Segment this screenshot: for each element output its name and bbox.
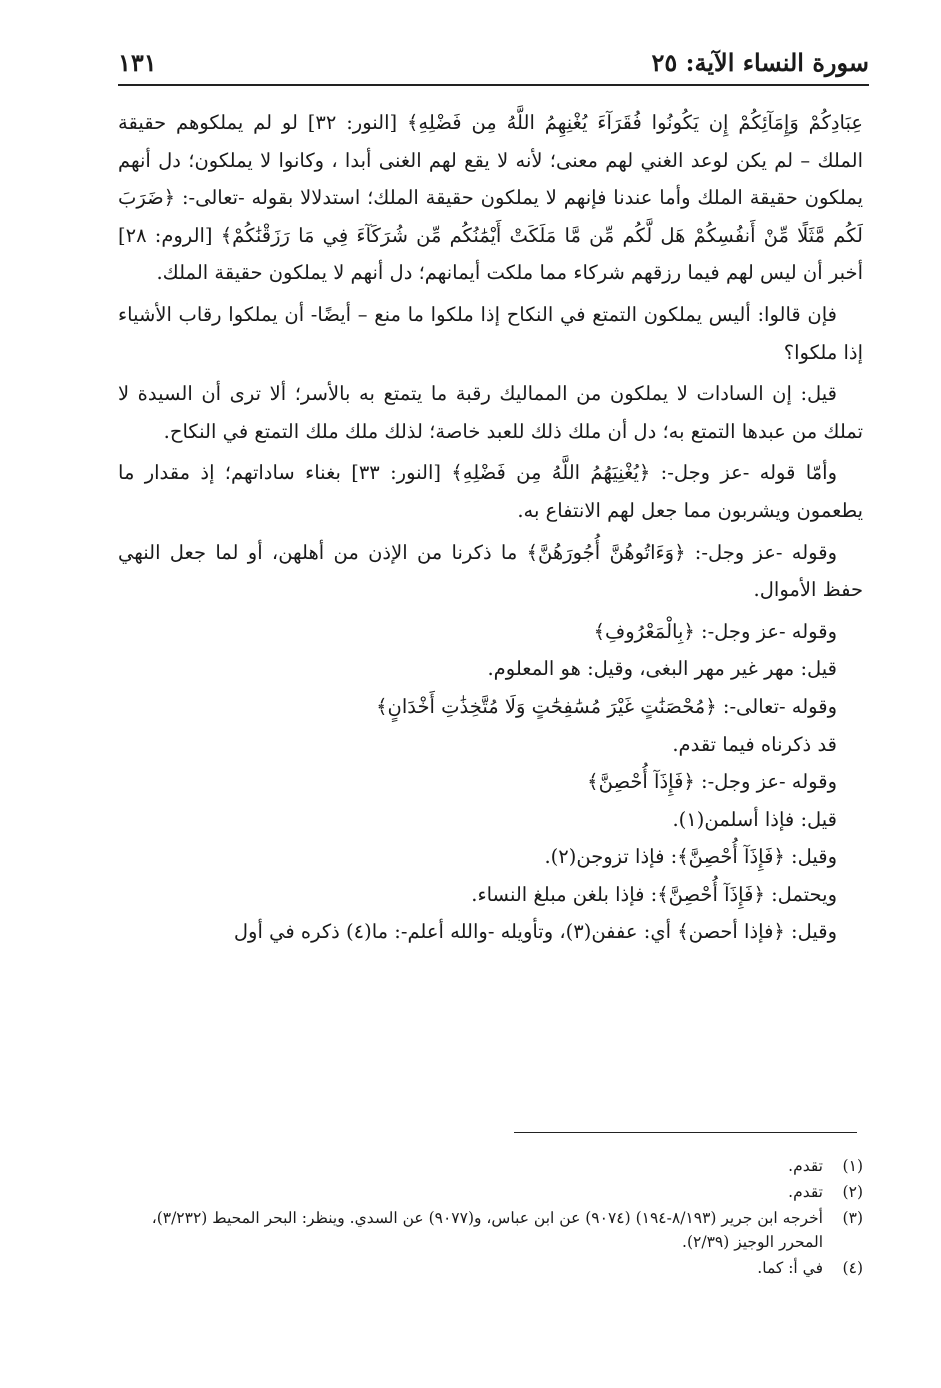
footnote-number: (٣) [842, 1209, 863, 1227]
main-text [118, 104, 863, 951]
paragraph-13: ويحتمل: ﴿فَإِذَآ أُحْصِنَّ﴾: فإذا بلغن مبلغ النساء. [471, 882, 837, 906]
paragraph-7: قيل: مهر غير مهر البغى، وقيل: هو المعلوم. [487, 657, 837, 681]
footnote-text: في أ: كما. [757, 1259, 823, 1277]
paragraph-8: وقوله -تعالى-: ﴿مُحْصَنَٰتٍ غَيْرَ مُسَٰفِحَٰتٍ وَلَا مُتَّخِذَٰتِ أَخْدَانٍ﴾ [376, 694, 837, 718]
paragraph-2: فإن قالوا: أليس يملكون التمتع في النكاح إذا ملكوا ما منع – أيضًا- أن يملكوا رقاب الأشياء إذا ملكوا؟ [118, 302, 863, 364]
paragraph-9: قد ذكرناه فيما تقدم. [672, 732, 837, 756]
footnote-number: (٢) [842, 1183, 863, 1201]
footnote-text: تقدم. [788, 1183, 823, 1201]
footnote-separator [514, 1132, 857, 1133]
page-number: ١٣١ [118, 48, 157, 77]
paragraph-5: وقوله -عز وجل-: ﴿وَءَاتُوهُنَّ أُجُورَهُنَّ﴾ ما ذكرنا من الإذن من أهلهن، أو لما جعل النهي حفظ الأموال. [118, 540, 863, 602]
footnote-text: تقدم. [788, 1157, 823, 1175]
paragraph-1: عِبَادِكُمْ وَإِمَآئِكُمْ إِن يَكُونُوا فُقَرَآءَ يُغْنِهِمُ اللَّهُ مِن فَضْلِهِ﴾ [النور: ٣٢] لو لم يملكوهم حقيقة الملك – لم يكن لوعد الغني لهم معنى؛ لأنه لا يقع لهم الغنى أبدا ، وكانوا لا يملكون؛ دل أنهم يملكون حقيقة الملك وأما عندنا فإنهم لا يملكون حقيقة الملك؛ استدلالا بقوله -تعالى-: ﴿ضَرَبَ لَكُم مَّثَلًا مِّنْ أَنفُسِكُمْ هَل لَّكُم مِّن مَّا مَلَكَتْ أَيْمَٰنُكُم مِّن شُرَكَآءَ فِي مَا رَزَقْنَٰكُمْ﴾ [الروم: ٢٨] أخبر أن ليس لهم فيما رزقهم شركاء مما ملكت أيمانهم؛ دل أنهم لا يملكون حقيقة الملك. [118, 111, 864, 285]
paragraph-14: وقيل: ﴿فإذا أحصن﴾ أي: عففن(٣)، وتأويله -والله أعلم-: ما(٤) ذكره في أول [233, 920, 837, 944]
footnote-text: أخرجه ابن جرير (٨/١٩٣-١٩٤) (٩٠٧٤) عن ابن عباس، و(٩٠٧٧) عن السدي. وينظر: البحر المحيط (٣/٢٣٢)، المحرر الوجيز (٢/٣٩). [151, 1209, 823, 1251]
paragraph-4: وأمّا قوله -عز وجل-: ﴿يُغْنِيَهُمُ اللَّهُ مِن فَضْلِهِ﴾ [النور: ٣٣] بغناء ساداتهم؛ إذ مقدار ما يطعمون ويشربون مما جعل لهم الانتفاع به. [118, 461, 863, 522]
running-header [118, 44, 869, 86]
paragraph-12: وقيل: ﴿فَإِذَآ أُحْصِنَّ﴾: فإذا تزوجن(٢). [544, 845, 837, 869]
paragraph-10: وقوله -عز وجل-: ﴿فَإِذَآ أُحْصِنَّ﴾ [587, 770, 837, 794]
footnote-3 [110, 1206, 863, 1254]
paragraph-6: وقوله -عز وجل-: ﴿بِالْمَعْرُوفِ﴾ [593, 619, 837, 643]
page-header-title: سورة النساء الآية: ٢٥ [651, 48, 869, 77]
footnote-number: (٤) [842, 1259, 863, 1277]
paragraph-11: قيل: فإذا أسلمن(١). [672, 807, 837, 831]
paragraph-3: قيل: إن السادات لا يملكون من المماليك رقبة ما يتمتع به بالأسر؛ ألا ترى أن السيدة لا تملك من عبدها التمتع به؛ دل أن ملك ذلك للعبد خاصة؛ لذلك ملك ملك التمتع في النكاح. [118, 382, 863, 443]
footnote-1 [110, 1154, 863, 1178]
footnote-4 [110, 1256, 863, 1280]
footnotes [110, 1154, 863, 1282]
footnote-number: (١) [842, 1157, 863, 1175]
footnote-2 [110, 1180, 863, 1204]
